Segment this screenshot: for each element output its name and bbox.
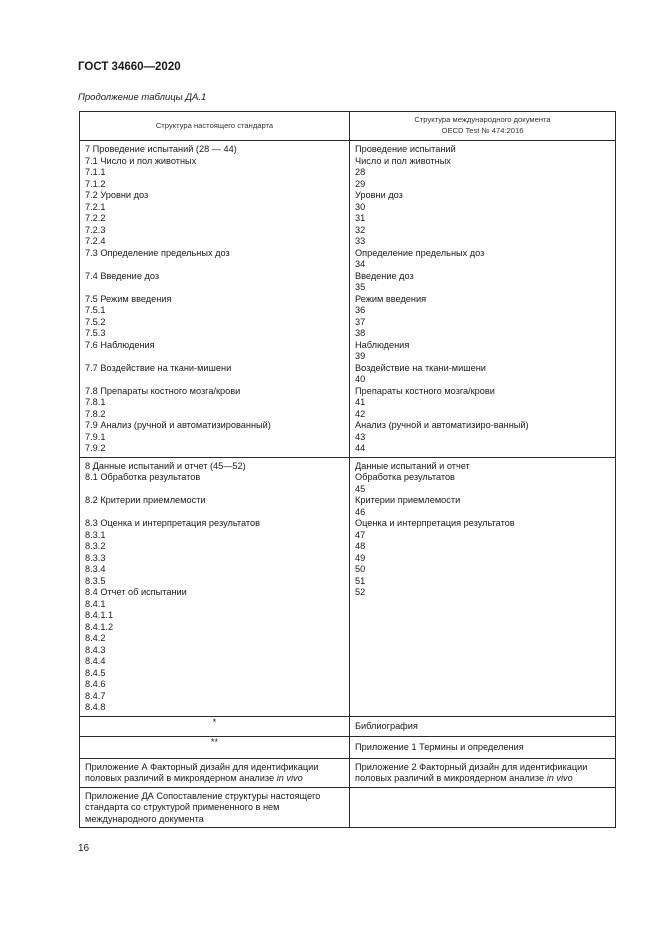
table-line: 8.1 Обработка результатов [85, 472, 201, 482]
table-line: 7.5 Режим введения [85, 293, 172, 304]
table-line: Наблюдения [355, 339, 410, 350]
table-line: 8.4 Отчет об испытании [85, 587, 187, 597]
table-line: Режим введения [355, 293, 427, 304]
bibliography-left-cell: * [80, 716, 350, 736]
comparison-table [79, 111, 616, 828]
section-8-right-cell [350, 457, 616, 716]
table-line: 8.4.8 [85, 702, 106, 712]
table-line: Введение доз [355, 270, 414, 281]
table-line: 8 Данные испытаний и отчет (45—52) [85, 460, 246, 471]
table-line: 7.4 Введение доз [85, 270, 160, 281]
table-line: 42 [355, 408, 366, 419]
table-line: Уровни доз [355, 190, 403, 200]
col-left-header: Структура настоящего стандарта [80, 112, 350, 141]
table-line: 38 [355, 328, 366, 338]
table-line: 8.3.1 [85, 529, 106, 540]
table-line: 8.2 Критерии приемлемости [85, 495, 206, 505]
table-row-appendix-a [80, 758, 616, 787]
table-line: 47 [355, 529, 366, 540]
table-line: 30 [355, 201, 366, 212]
table-line: 7 Проведение испытаний (28 — 44) [85, 144, 237, 154]
table-line: 8.4.1 [85, 598, 106, 609]
section-8-left-cell [80, 457, 350, 716]
table-line: Проведение испытаний [355, 144, 456, 154]
table-line: 8.4.3 [85, 644, 106, 655]
table-row-appendix-1 [80, 736, 616, 758]
appendix-da-right-cell [350, 787, 616, 828]
table-line [85, 351, 345, 363]
table-line: 8.3.3 [85, 552, 106, 563]
table-line: 8.3 Оценка и интерпретация результатов [85, 518, 260, 528]
col-right-header: Структура международного документа OECD Test № 474:2016 [350, 112, 616, 141]
table-line: 7.2 Уровни доз [85, 190, 149, 200]
table-line: 7.8 Препараты костного мозга/крови [85, 385, 241, 396]
appendix-1-left-cell: ** [80, 736, 350, 758]
table-row-appendix-da [80, 787, 616, 828]
table-line: 7.9.2 [85, 443, 106, 453]
table-line: 41 [355, 397, 366, 407]
table-header-row [80, 112, 616, 141]
table-line: 7.2.3 [85, 224, 106, 235]
table-line: 7.1.2 [85, 178, 106, 189]
table-line: Препараты костного мозга/крови [355, 385, 495, 396]
table-line: 8.4.1.1 [85, 610, 114, 620]
bibliography-right-cell: Библиография [350, 716, 616, 736]
table-line: Обработка результатов [355, 472, 455, 482]
table-line: 39 [355, 351, 366, 361]
table-line [85, 484, 345, 496]
table-line [85, 507, 345, 519]
appendix-2-right-cell: Приложение 2 Факторный дизайн для идентификации половых различий в микроядерном анализе in vivo [350, 758, 616, 787]
table-line: 29 [355, 178, 366, 189]
appendix-a-left-cell: Приложение А Факторный дизайн для идентификации половых различий в микроядерном анализе in vivo [80, 758, 350, 787]
table-line: 32 [355, 224, 366, 235]
table-caption: Продолжение таблицы ДА.1 [78, 92, 207, 103]
table-line: 7.8.2 [85, 408, 106, 419]
table-line: 49 [355, 552, 366, 563]
table-line: 7.6 Наблюдения [85, 339, 155, 350]
table-line: 7.1 Число и пол животных [85, 155, 197, 166]
page-number: 16 [78, 843, 90, 854]
table-line: 7.5.1 [85, 305, 106, 315]
table-line: 7.7 Воздействие на ткани-мишени [85, 362, 232, 373]
table-line: 7.9.1 [85, 431, 106, 442]
table-line: 8.4.7 [85, 690, 106, 701]
table-line: 37 [355, 316, 366, 327]
table-line: Данные испытаний и отчет [355, 460, 470, 471]
table-line: 33 [355, 236, 366, 246]
table-line: 7.2.1 [85, 201, 106, 212]
table-line: 8.4.2 [85, 633, 106, 643]
table-line: 46 [355, 506, 366, 517]
table-line: 31 [355, 213, 366, 223]
table-line: 7.5.3 [85, 328, 106, 338]
table-line: 7.2.4 [85, 236, 106, 246]
table-line: 8.4.6 [85, 679, 106, 689]
table-line: 50 [355, 564, 366, 574]
table-line: Число и пол животных [355, 155, 451, 166]
table-line: 51 [355, 575, 366, 586]
table-line: 7.1.1 [85, 167, 106, 177]
table-line: 7.2.2 [85, 213, 106, 223]
table-line: 8.3.5 [85, 575, 106, 586]
table-line: Воздействие на ткани-мишени [355, 362, 486, 373]
table-line: 7.5.2 [85, 316, 106, 327]
table-row-section-8 [80, 457, 616, 716]
table-line: 36 [355, 305, 366, 315]
table-line: 8.3.4 [85, 564, 106, 574]
appendix-da-left-cell: Приложение ДА Сопоставление структуры настоящего стандарта со структурой примененного в нем международного документа [80, 787, 350, 828]
table-line: 8.4.1.2 [85, 621, 114, 632]
table-line: Анализ (ручной и автоматизиро-ванный) [355, 420, 529, 430]
table-line: 28 [355, 167, 366, 177]
table-line: Критерии приемлемости [355, 495, 461, 505]
table-line: Оценка и интерпретация результатов [355, 518, 515, 528]
table-line: 8.4.5 [85, 667, 106, 678]
appendix-1-right-cell: Приложение 1 Термины и определения [350, 736, 616, 758]
table-line [85, 282, 345, 294]
table-line: 8.4.4 [85, 656, 106, 666]
table-line: 7.9 Анализ (ручной и автоматизированный) [85, 420, 271, 430]
section-7-right-cell [350, 141, 616, 458]
table-line: 40 [355, 374, 366, 384]
table-line: Определение предельных доз [355, 247, 485, 258]
table-line: 43 [355, 431, 366, 442]
table-line: 35 [355, 282, 366, 292]
table-line: 44 [355, 443, 366, 453]
document-header: ГОСТ 34660—2020 [78, 61, 181, 73]
table-line: 48 [355, 541, 366, 551]
table-row-section-7 [80, 141, 616, 458]
table-line [85, 374, 345, 386]
table-line: 34 [355, 259, 366, 269]
table-line: 7.3 Определение предельных доз [85, 247, 230, 258]
table-line: 8.3.2 [85, 541, 106, 551]
table-line: 7.8.1 [85, 397, 106, 407]
table-line [85, 259, 345, 271]
table-row-bibliography [80, 716, 616, 736]
table-line: 52 [355, 587, 366, 597]
section-7-left-cell [80, 141, 350, 458]
table-line: 45 [355, 483, 366, 494]
